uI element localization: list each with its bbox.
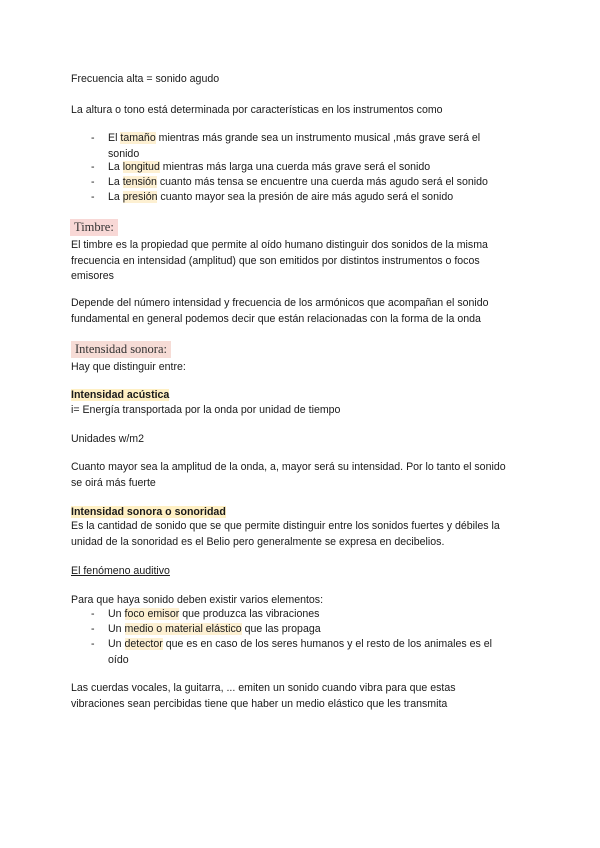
sonoridad-paragraph: Es la cantidad de sonido que se que permite distinguir entre los sonidos fuertes y débiles la unidad de la sonoridad es el Belio pero generalmente se expresa en decibelios. (71, 520, 500, 548)
list-dash: - (91, 191, 95, 203)
list-item: - El tamaño mientras más grande sea un instrumento musical ,más grave será el sonido (91, 132, 481, 160)
list-dash: - (91, 638, 95, 650)
highlight-term: foco emisor (124, 608, 180, 620)
timbre-paragraph: El timbre es la propiedad que permite al oído humano distinguir dos sonidos de la misma frecuencia en intensidad (amplitud) que son emitidos por distintos instrumentos o focos emisores (71, 239, 488, 283)
list-item: - La tensión cuanto más tensa se encuentre una cuerda más agudo será el sonido (91, 175, 531, 191)
sonoridad-title: Intensidad sonora o sonoridad (71, 506, 226, 518)
list-dash: - (91, 176, 95, 188)
highlight-term: presión (122, 191, 158, 203)
list-item: - La presión cuanto mayor sea la presión de aire más agudo será el sonido (91, 190, 531, 206)
highlight-term: longitud (122, 161, 160, 173)
acustica-definition: i= Energía transportada por la onda por unidad de tiempo (71, 404, 341, 416)
auditivo-title: El fenómeno auditivo (71, 565, 170, 577)
highlight-term: detector (124, 638, 163, 650)
altura-line: La altura o tono está determinada por características en los instrumentos como (71, 104, 443, 116)
list-dash: - (91, 608, 95, 620)
list-item: - Un foco emisor que produzca las vibraciones (91, 607, 531, 623)
unidades-line: Unidades w/m2 (71, 433, 145, 445)
list-dash: - (91, 623, 95, 635)
timbre-paragraph-2: Depende del número intensidad y frecuencia de los armónicos que acompañan el sonido fundamental en general podemos decir que están relacionadas con la forma de la onda (71, 297, 489, 325)
acustica-title: Intensidad acústica (71, 389, 170, 401)
list-item: - Un detector que es en caso de los seres humanos y el resto de los animales es el oído (91, 638, 492, 666)
list-dash: - (91, 161, 95, 173)
list-item: - La longitud mientras más larga una cuerda más grave será el sonido (91, 160, 531, 176)
list-dash: - (91, 132, 95, 144)
amplitud-paragraph: Cuanto mayor sea la amplitud de la onda, a, mayor será su intensidad. Por lo tanto el sonido se oirá más fuerte (71, 461, 506, 489)
highlight-term: medio o material elástico (124, 623, 242, 635)
auditivo-intro: Para que haya sonido deben existir varios elementos: (71, 594, 324, 606)
list-item: - Un medio o material elástico que las propaga (91, 622, 531, 638)
freq-line: Frecuencia alta = sonido agudo (71, 73, 220, 85)
intensidad-intro: Hay que distinguir entre: (71, 361, 186, 373)
intensidad-heading: Intensidad sonora: (71, 341, 171, 358)
highlight-term: tamaño (120, 132, 156, 144)
timbre-heading: Timbre: (70, 219, 118, 236)
closing-paragraph: Las cuerdas vocales, la guitarra, ... emiten un sonido cuando vibra para que estas vibraciones sean percibidas tiene que haber un medio elástico que les transmita (71, 682, 456, 710)
highlight-term: tensión (122, 176, 157, 188)
